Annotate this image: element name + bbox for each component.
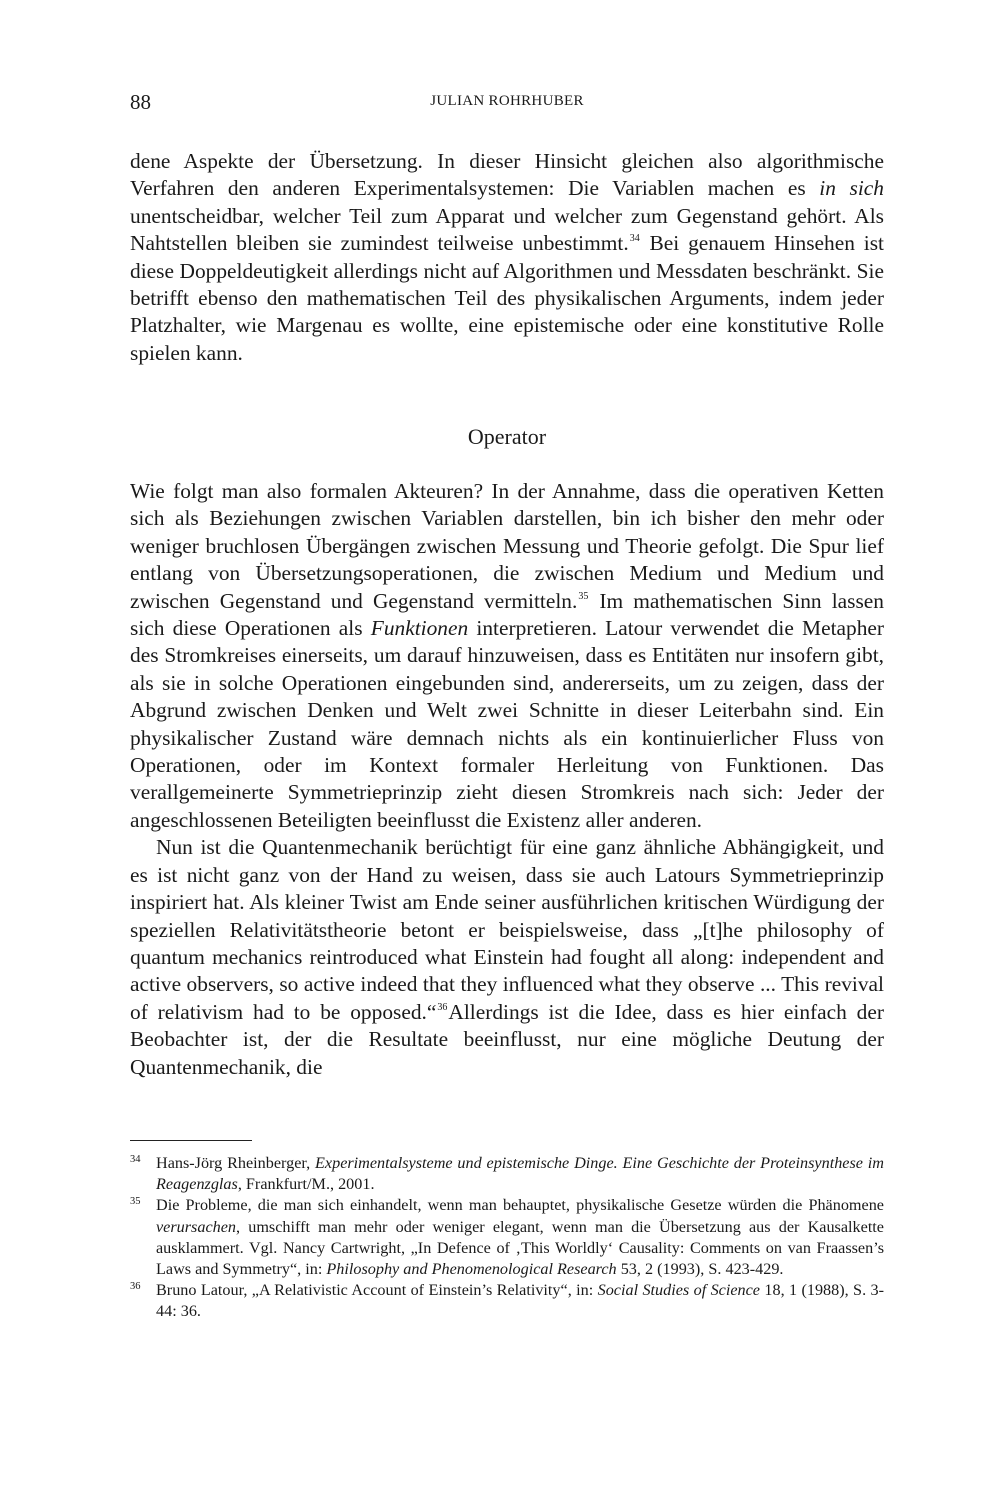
emphasis: in sich [819,176,884,201]
text-run: Hans-Jörg Rheinberger, [156,1154,316,1172]
emphasis: verursachen [156,1217,237,1236]
section-intro-text [130,148,884,367]
journal-title: Social Studies of Science [597,1281,760,1300]
footnotes [130,1153,884,1323]
footnote-divider [130,1140,252,1141]
section-operator-text [130,478,884,1081]
paragraph [130,834,884,1081]
text-run: 18, 1 (1988), S. 3-44: 36. [156,1281,884,1321]
footnote-ref-34[interactable]: 34 [629,233,640,245]
book-title: Experimentalsysteme und epistemische Dinge. Eine Geschichte der Proteinsynthese im Reagenzglas [156,1154,884,1194]
text-run: , Frankfurt/M., 2001. [237,1175,375,1194]
emphasis: Funktionen [370,616,469,641]
footnote-ref-36[interactable]: 36 [437,1001,448,1013]
footnote-36 [130,1280,884,1322]
footnote-number: 34 [130,1154,141,1165]
text-run: unentscheidbar, welcher Teil zum Apparat und welcher zum Gegenstand gehört. Als Nahtstellen bleiben sie zumindest teilweise unbestimmt. [130,203,884,256]
section-heading: Operator [467,424,547,449]
text-run: Nun ist die Quantenmechanik berüchtigt für eine ganz ähnliche Abhängigkeit, und es ist nicht ganz von der Hand zu weisen, dass sie auch Latours Symmetrieprinzip inspiriert hat. Als kleiner Twist am Ende seiner ausführlichen kritischen Würdigung der speziellen Relativitätstheorie betont er beispielsweise, dass „[t]he philosophy of quantum mechanics reintroduced what Einstein had fought all along: independent and active observers, so active indeed that they influenced what they observe ... This revival of relativism had to be opposed.“ [130,835,884,1024]
footnote-35 [130,1195,884,1280]
text-run: dene Aspekte der Übersetzung. In dieser Hinsicht gleichen also algorithmische Verfahren den anderen Experimentalsystemen: Die Variablen machen es [130,149,884,201]
footnote-34 [130,1153,884,1195]
text-run: , umschifft man mehr oder weniger elegant, wenn man die Übersetzung aus der Kausalkette ausklammert. Vgl. Nancy Cartwright, „In Defence of ‚This Worldly‘ Causality: Comments on van Fraassen’s Laws and Symmetry“, in: [156,1217,884,1279]
journal-title: Philosophy and Phenomenological Research [326,1260,617,1279]
text-run: Allerdings ist die Idee, dass es hier einfach der Beobachter ist, der die Resultate beeinflusst, nur eine mögliche Deutung der Quantenmechanik, die [130,999,884,1079]
text-run: 53, 2 (1993), S. 423-429. [616,1260,784,1279]
footnote-number: 35 [130,1196,141,1208]
page-number: 88 [130,90,151,114]
footnote-number: 36 [130,1281,141,1293]
running-header [130,90,884,120]
text-run: Bei genauem Hinsehen ist diese Doppeldeutigkeit allerdings nicht auf Algorithmen und Messdaten beschränkt. Sie betrifft ebenso den mathematischen Teil des physikalischen Arguments, indem jeder Platzhalter, wie Margenau es wollte, eine epistemische oder eine konstitutive Rolle spielen kann. [130,231,884,365]
text-run: Bruno Latour, „A Relativistic Account of Einstein’s Relativity“, in: [156,1281,598,1300]
paragraph [130,148,884,367]
running-title: JULIAN ROHRHUBER [430,93,584,109]
text-run: interpretieren. Latour verwendet die Metapher des Stromkreises einerseits, um darauf hinzuweisen, dass es Entitäten nur insofern gibt, als sie in solche Operationen eingebunden sind, andererseits, um zu zeigen, dass der Abgrund zwischen Denken und Welt zwei Schnitte in dieser Leiterbahn sind. Ein physikalischer Zustand wäre demnach nichts als ein kontinuierlicher Fluss von Operationen, oder im Kontext formaler Herleitung von Funktionen. Das verallgemeinerte Symmetrieprinzip zieht diesen Stromkreis nach sich: Jeder der angeschlossenen Beteiligten beeinflusst die Existenz aller anderen. [130,616,885,832]
text-run: Die Probleme, die man sich einhandelt, wenn man behauptet, physikalische Gesetze würden die Phänomene [156,1196,884,1215]
text-run: Wie folgt man also formalen Akteuren? In der Annahme, dass die operativen Ketten sich als Beziehungen zwischen Variablen darstellen, bin ich bisher den mehr oder weniger bruchlosen Übergängen zwischen Messung und Theorie gefolgt. Die Spur lief entlang von Übersetzungsoperationen, die zwischen Medium und Medium und zwischen Gegenstand und Gegenstand vermitteln. [130,479,884,613]
paragraph [130,478,884,834]
footnote-ref-35[interactable]: 35 [578,590,589,602]
text-run: Im mathematischen Sinn lassen sich diese Operationen als [130,588,884,641]
